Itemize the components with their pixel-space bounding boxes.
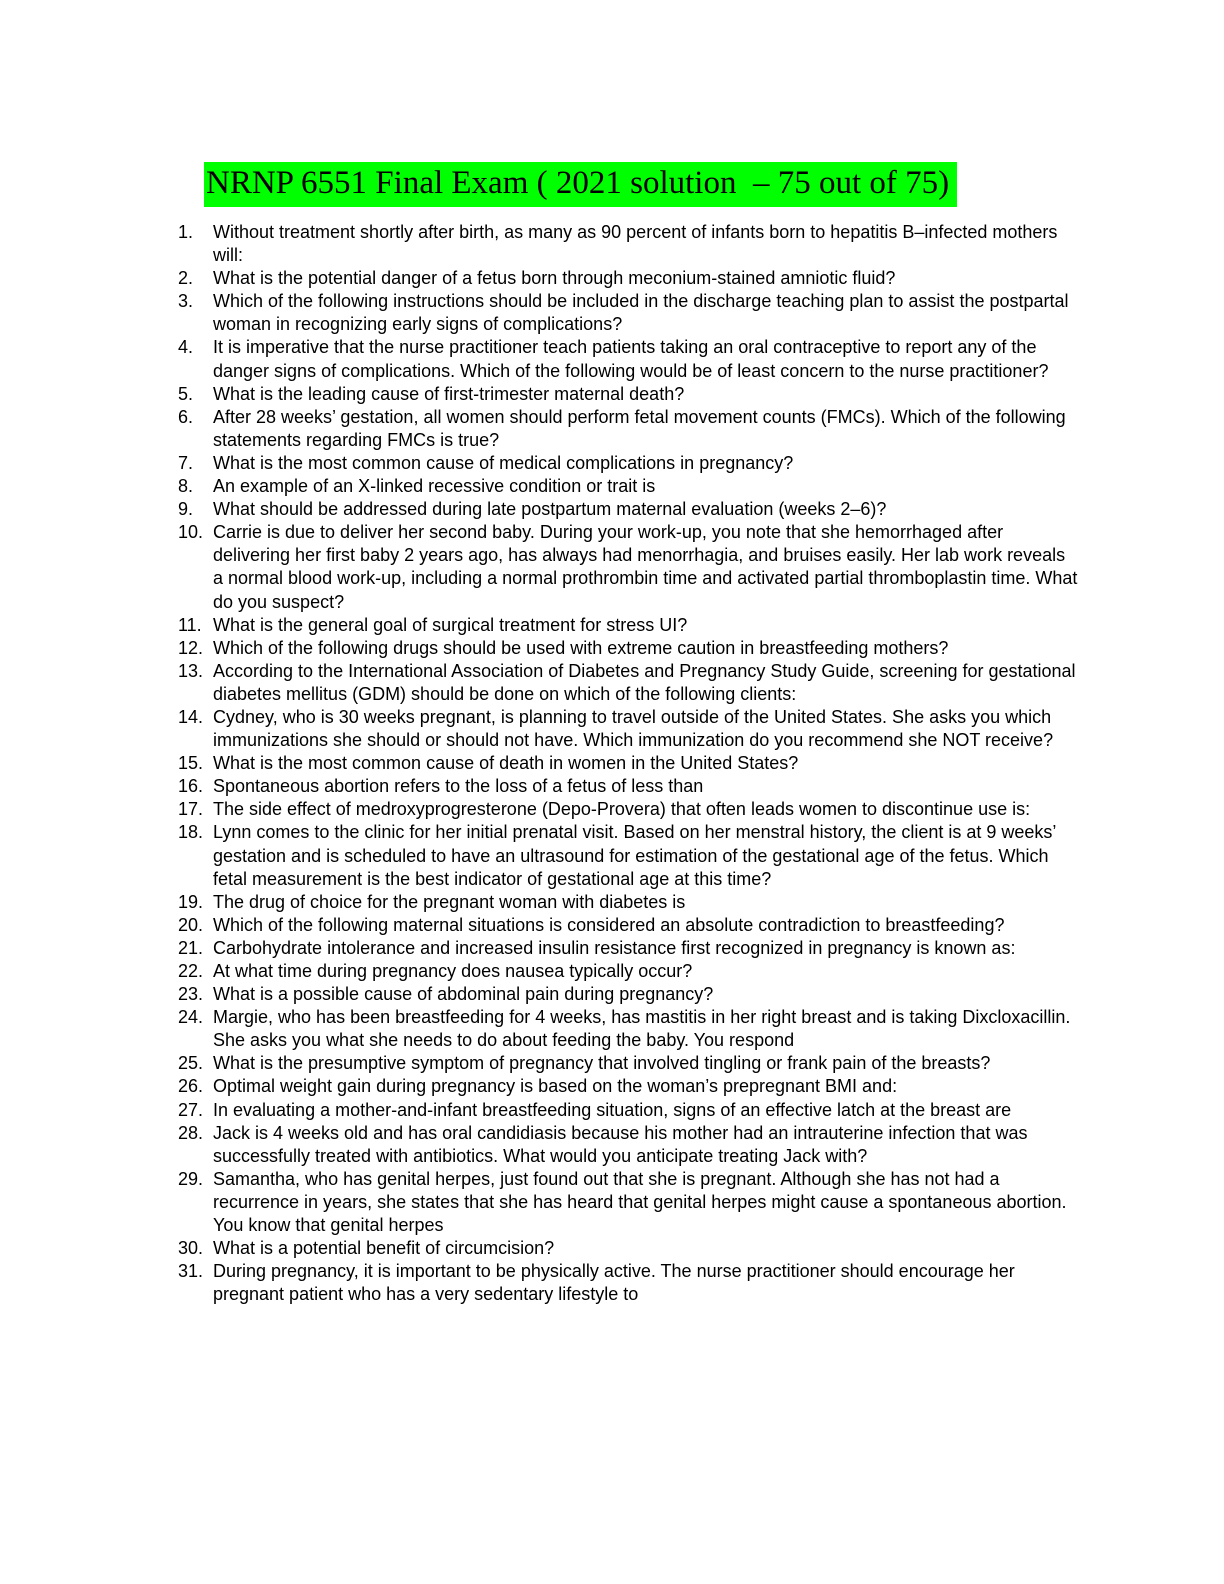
- question-item: [178, 914, 1079, 937]
- question-number: 12.: [178, 637, 204, 658]
- question-text: In evaluating a mother-and-infant breastfeeding situation, signs of an effective latch at the breast are: [213, 1099, 1012, 1120]
- question-number: 10.: [178, 522, 204, 543]
- question-item: [178, 1099, 1079, 1122]
- question-item: [178, 1260, 1079, 1306]
- question-number: 20.: [178, 914, 204, 935]
- question-number: 21.: [178, 937, 204, 958]
- question-number: 22.: [178, 961, 204, 981]
- question-item: [178, 637, 1079, 660]
- page-title: [204, 162, 957, 207]
- question-number: 15.: [178, 753, 204, 774]
- question-text: It is imperative that the nurse practitioner teach patients taking an oral contraceptive to report any of the danger signs of complications. Which of the following would be of least concern to the nurse practitioner?: [213, 337, 1049, 381]
- question-text: What is the most common cause of death in women in the United States?: [213, 753, 799, 774]
- question-number: 7.: [178, 452, 194, 473]
- question-item: [178, 983, 1079, 1006]
- question-text: What is the most common cause of medical complications in pregnancy?: [213, 452, 794, 473]
- question-item: [178, 1122, 1079, 1168]
- question-number: 24.: [178, 1007, 204, 1028]
- question-item: [178, 821, 1079, 890]
- question-text: At what time during pregnancy does nausea typically occur?: [213, 961, 693, 981]
- question-item: [178, 614, 1079, 637]
- question-number: 9.: [178, 499, 194, 520]
- question-number: 14.: [178, 706, 204, 727]
- page-title-highlight: NRNP 6551 Final Exam ( 2021 solution – 75 out of 75): [204, 162, 957, 207]
- question-text: Optimal weight gain during pregnancy is based on the woman’s prepregnant BMI and:: [213, 1076, 898, 1097]
- question-text: What is the presumptive symptom of pregnancy that involved tingling or frank pain of the breasts?: [213, 1053, 991, 1074]
- question-number: 4.: [178, 337, 194, 358]
- question-text: During pregnancy, it is important to be physically active. The nurse practitioner should encourage her pregnant patient who has a very sedentary lifestyle to: [213, 1261, 1015, 1305]
- question-text: Lynn comes to the clinic for her initial prenatal visit. Based on her menstral history, the client is at 9 weeks’ gestation and is scheduled to have an ultrasound for estimation of the gestational age of the fetus. Which fetal measurement is the best indicator of gestational age at this time?: [213, 822, 1056, 889]
- question-text: What is a possible cause of abdominal pain during pregnancy?: [213, 984, 714, 1005]
- question-item: [178, 221, 1079, 267]
- question-text: The drug of choice for the pregnant woman with diabetes is: [213, 891, 686, 912]
- question-text: Which of the following instructions should be included in the discharge teaching plan to assist the postpartal woman in recognizing early signs of complications?: [213, 291, 1069, 335]
- question-number: 11.: [178, 614, 202, 635]
- question-text: An example of an X-linked recessive condition or trait is: [213, 476, 656, 497]
- question-item: [178, 706, 1079, 752]
- question-number: 29.: [178, 1168, 204, 1189]
- question-number: 18.: [178, 822, 204, 843]
- question-number: 27.: [178, 1099, 204, 1120]
- question-item: [178, 1237, 1079, 1260]
- question-list: [178, 221, 1079, 1306]
- question-item: [178, 336, 1079, 382]
- question-number: 6.: [178, 406, 194, 427]
- question-item: [178, 1075, 1079, 1098]
- question-item: [178, 891, 1079, 914]
- question-item: [178, 475, 1079, 498]
- question-text: What is the leading cause of first-trimester maternal death?: [213, 383, 685, 404]
- question-text: Carrie is due to deliver her second baby. During your work-up, you note that she hemorrhaged after delivering her first baby 2 years ago, has always had menorrhagia, and bruises easily. Her lab work reveals a normal blood work-up, including a normal prothrombin time and activated partial thromboplastin time. What do you suspect?: [213, 522, 1078, 612]
- question-item: [178, 752, 1079, 775]
- question-number: 19.: [178, 891, 204, 912]
- question-item: [178, 960, 1079, 983]
- question-text: What is a potential benefit of circumcision?: [213, 1238, 555, 1259]
- question-text: Which of the following maternal situations is considered an absolute contradiction to breastfeeding?: [213, 914, 1005, 935]
- question-text: Without treatment shortly after birth, as many as 90 percent of infants born to hepatitis B–infected mothers will:: [213, 222, 1058, 266]
- question-number: 23.: [178, 984, 204, 1005]
- question-number: 31.: [178, 1261, 204, 1282]
- question-item: [178, 775, 1079, 798]
- question-number: 2.: [178, 268, 194, 289]
- question-text: According to the International Association of Diabetes and Pregnancy Study Guide, screening for gestational diabetes mellitus (GDM) should be done on which of the following clients:: [213, 660, 1076, 704]
- question-text: What should be addressed during late postpartum maternal evaluation (weeks 2–6)?: [213, 499, 887, 520]
- question-text: Which of the following drugs should be used with extreme caution in breastfeeding mothers?: [213, 637, 949, 658]
- question-text: Margie, who has been breastfeeding for 4 weeks, has mastitis in her right breast and is taking Dixcloxacillin. She asks you what she needs to do about feeding the baby. You respond: [213, 1007, 1071, 1051]
- question-item: [178, 937, 1079, 960]
- question-number: 28.: [178, 1122, 204, 1143]
- question-text: What is the potential danger of a fetus born through meconium-stained amniotic fluid?: [213, 268, 896, 289]
- question-item: [178, 267, 1079, 290]
- question-number: 13.: [178, 660, 204, 681]
- question-item: [178, 452, 1079, 475]
- question-text: Samantha, who has genital herpes, just found out that she is pregnant. Although she has not had a recurrence in years, she states that she has heard that genital herpes might cause a spontaneous abortion. You know that genital herpes: [213, 1168, 1067, 1236]
- question-number: 30.: [178, 1238, 204, 1259]
- question-item: [178, 1052, 1079, 1075]
- question-text: What is the general goal of surgical treatment for stress UI?: [213, 614, 688, 635]
- question-item: [178, 798, 1079, 821]
- question-number: 3.: [178, 291, 194, 312]
- question-number: 17.: [178, 799, 204, 820]
- question-item: [178, 406, 1079, 452]
- question-item: [178, 498, 1079, 521]
- question-text: Spontaneous abortion refers to the loss of a fetus of less than: [213, 776, 704, 797]
- question-number: 8.: [178, 476, 194, 497]
- question-number: 26.: [178, 1076, 204, 1097]
- question-item: [178, 1168, 1079, 1237]
- question-item: [178, 290, 1079, 336]
- question-text: After 28 weeks’ gestation, all women should perform fetal movement counts (FMCs). Which of the following statements regarding FMCs is true?: [213, 406, 1066, 450]
- question-item: [178, 383, 1079, 406]
- question-number: 25.: [178, 1053, 204, 1074]
- question-number: 1.: [178, 222, 194, 242]
- question-number: 5.: [178, 383, 194, 404]
- question-number: 16.: [178, 776, 204, 797]
- question-text: The side effect of medroxyprogresterone (Depo-Provera) that often leads women to discontinue use is:: [213, 799, 1031, 820]
- question-item: [178, 521, 1079, 613]
- question-item: [178, 660, 1079, 706]
- question-text: Jack is 4 weeks old and has oral candidiasis because his mother had an intrauterine infection that was successfully treated with antibiotics. What would you anticipate treating Jack with?: [213, 1122, 1028, 1166]
- question-text: Carbohydrate intolerance and increased insulin resistance first recognized in pregnancy is known as:: [213, 937, 1016, 958]
- question-text: Cydney, who is 30 weeks pregnant, is planning to travel outside of the United States. She asks you which immunizations she should or should not have. Which immunization do you recommend she NOT receive?: [213, 706, 1054, 751]
- question-item: [178, 1006, 1079, 1052]
